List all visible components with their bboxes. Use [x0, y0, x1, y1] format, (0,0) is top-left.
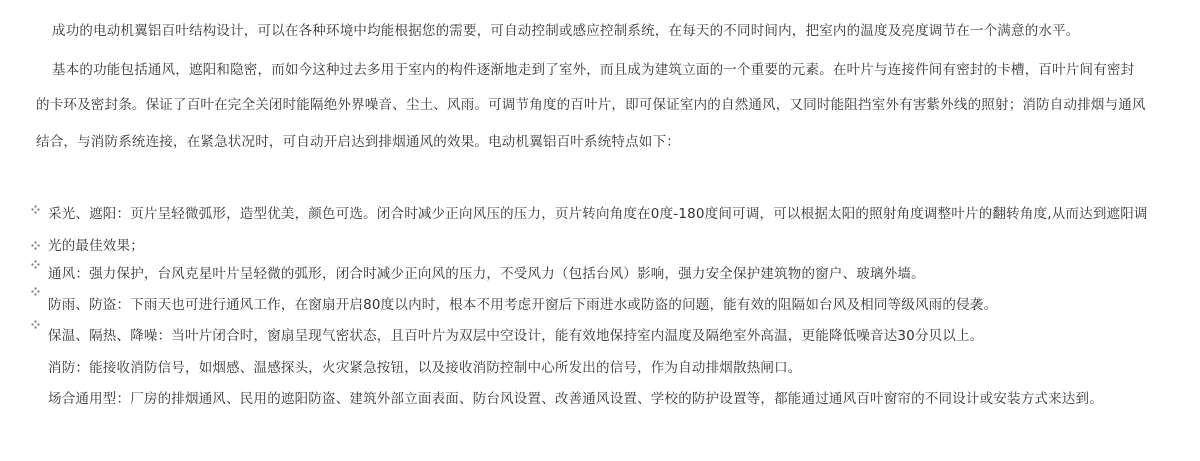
diamond-dots-icon: [31, 205, 40, 214]
intro-paragraph-2-line-2: 的卡环及密封条。保证了百叶在完全关闭时能隔绝外界噪音、尘土、风雨。可调节角度的百叶片，即可保证室内的自然通风，又同时能阻挡室外有害紫外线的照射；消防自动排烟与通风: [36, 97, 1146, 113]
feature-rain-theft: 防雨、防盗：下雨天也可进行通风工作，在窗扇开启80度以内时，根本不用考虑开窗后下雨进水或防盗的问题，能有效的阻隔如台风及相同等级风雨的侵袭。: [48, 297, 998, 313]
intro-paragraph-2-line-1: 基本的功能包括通风，遮阳和隐密，而如今这种过去多用于室内的构件逐渐地走到了室外，而且成为建筑立面的一个重要的元素。在叶片与连接件间有密封的卡槽，百叶片间有密封: [52, 62, 1135, 78]
feature-fire: 消防：能接收消防信号，如烟感、温感探头，火灾紧急按钮，以及接收消防控制中心所发出的信号，作为自动排烟散热闸口。: [48, 360, 802, 376]
feature-ventilation: 通风：强力保护，台风克星叶片呈轻微的弧形，闭合时减少正向风的压力，不受风力（包括台风）影响，强力安全保护建筑物的窗户、玻璃外墙。: [48, 266, 925, 282]
diamond-dots-icon: [31, 241, 40, 250]
diamond-dots-icon: [31, 260, 40, 269]
intro-paragraph-2-line-3: 结合，与消防系统连接，在紧急状况时，可自动开启达到排烟通风的效果。电动机翼铝百叶系统特点如下：: [36, 134, 680, 150]
diamond-dots-icon: [31, 320, 40, 329]
feature-applications: 场合通用型：厂房的排烟通风、民用的遮阳防盗、建筑外部立面表面、防台风设置、改善通风设置、学校的防护设置等，都能通过通风百叶窗帘的不同设计或安装方式来达到。: [48, 391, 1103, 407]
intro-paragraph-1: 成功的电动机翼铝百叶结构设计，可以在各种环境中均能根据您的需要，可自动控制或感应控制系统，在每天的不同时间内，把室内的温度及亮度调节在一个满意的水平。: [52, 23, 1080, 39]
feature-lighting-line-1: 采光、遮阳：页片呈轻微弧形，造型优美，颜色可选。闭合时减少正向风压的压力，页片转向角度在0度-180度间可调，可以根据太阳的照射角度调整叶片的翻转角度,从而达到遮阳调: [48, 206, 1148, 222]
feature-insulation: 保温、隔热、降噪：当叶片闭合时，窗扇呈现气密状态，且百叶片为双层中空设计，能有效地保持室内温度及隔绝室外高温，更能降低噪音达30分贝以上。: [48, 328, 984, 344]
feature-lighting-line-2: 光的最佳效果；: [48, 238, 144, 254]
diamond-dots-icon: [31, 287, 40, 296]
